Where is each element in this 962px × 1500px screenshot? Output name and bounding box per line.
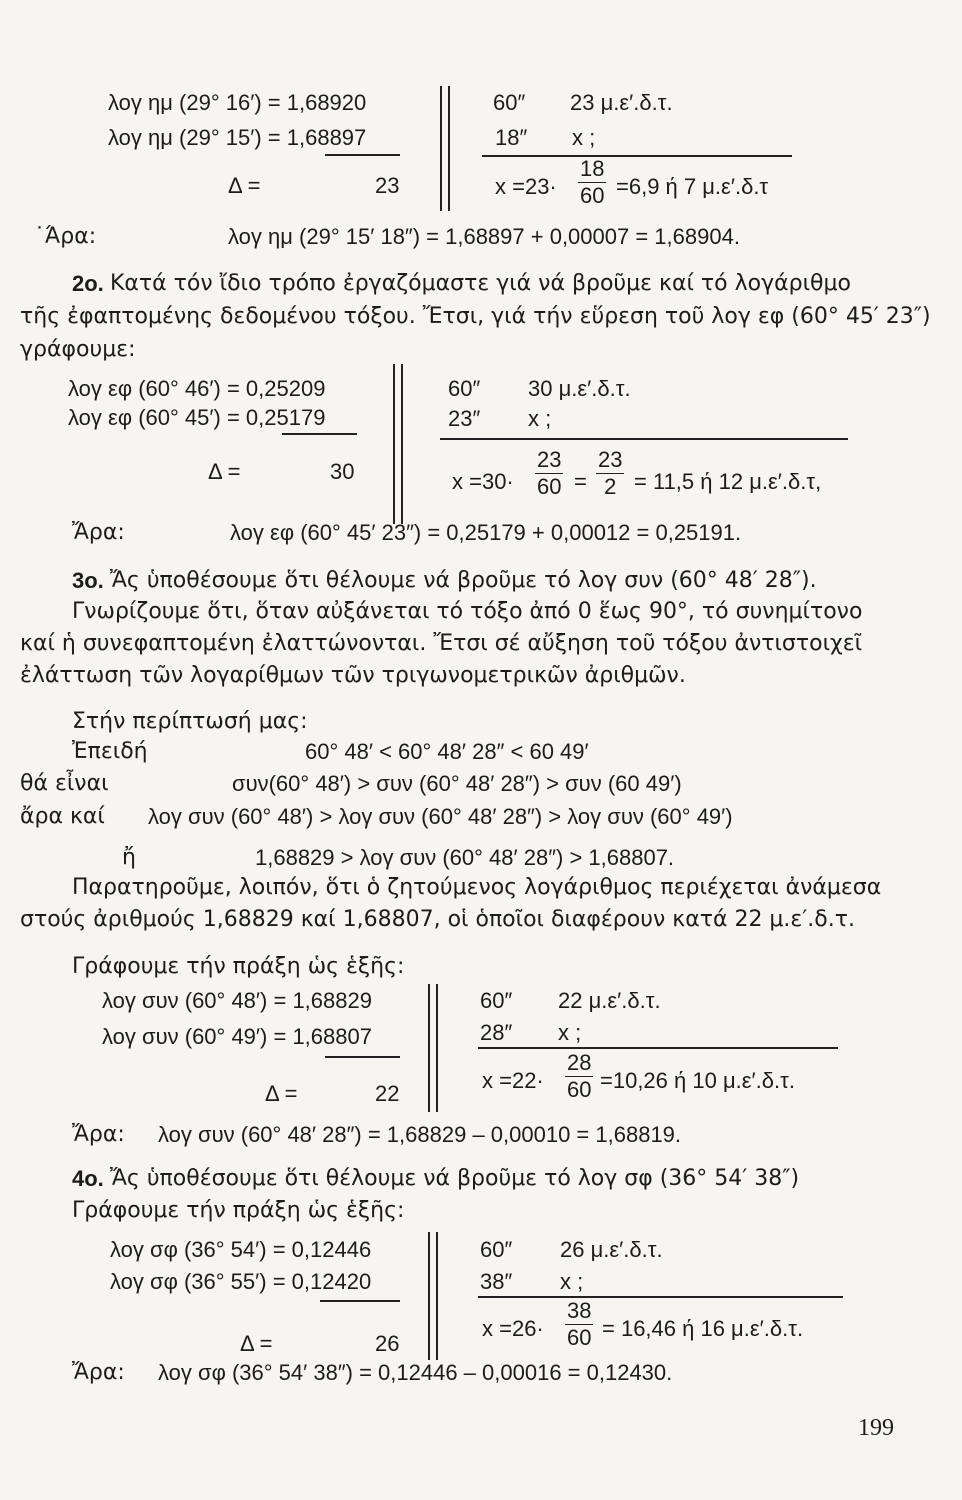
sec3-fraction-numerator: 28: [567, 1050, 592, 1075]
sec2-prop-r2-b: x ;: [528, 406, 552, 431]
sec3-prop-rule: [478, 1047, 838, 1049]
sec4-log-line-2-value: 0,12420: [291, 1269, 372, 1294]
sec1-fraction: [578, 158, 606, 207]
sec4-log-line-2: [110, 1271, 371, 1293]
sec2-fraction-2-denominator: 2: [604, 474, 617, 499]
sec2-log-line-2-value: 0,25179: [245, 405, 326, 430]
sec2-result: λογ εφ (60° 45′ 23″) = 0,25179 + 0,00012 = 0,25191.: [230, 520, 742, 545]
sec3-fraction: [565, 1052, 593, 1101]
sec3-prop-x-rhs: =10,26 ή 10 μ.ε′.δ.τ.: [600, 1068, 795, 1093]
sec2-fraction-2: [596, 449, 624, 498]
sec3-heading: 3ο.: [72, 568, 104, 593]
sec3-or-inequality: 1,68829 > λογ συν (60° 48′ 28″) > 1,68807.: [255, 845, 675, 870]
sec2-fraction-2-numerator: 23: [598, 447, 623, 472]
sec2-divider-right: [401, 364, 403, 524]
sec4-prop-x-lhs: x =26·: [482, 1316, 544, 1341]
sec2-prop-r1-b: 30 μ.ε′.δ.τ.: [528, 376, 631, 401]
sec2-prop-x-rhs: = 11,5 ή 12 μ.ε′.δ.τ,: [634, 469, 822, 494]
sec4-paragraph-line-1: Ἄς ὑποθέσουμε ὅτι θέλουμε νά βροῦμε τό λογ σφ (36° 54′ 38″): [110, 1166, 800, 1191]
page-number: 199: [858, 1415, 894, 1441]
sec2-prop-equals: =: [574, 469, 587, 494]
sec3-prop-x-lhs: x =22·: [482, 1068, 544, 1093]
sec1-log-line-2-value: 1,68897: [286, 125, 367, 150]
sec4-fraction-numerator: 38: [567, 1298, 592, 1323]
sec3-paragraph-line-2: Γνωρίζουμε ὅτι, ὅταν αὐξάνεται τό τόξο ἀπό 0 ἕως 90°, τό συνημίτονο: [72, 599, 863, 624]
sec1-prop-r2-a: 18″: [495, 125, 528, 150]
sec3-paragraph-line-3: καί ἡ συνεφαπτομένη ἐλαττώνονται. Ἔτσι σέ αὔξηση τοῦ τόξου ἀντιστοιχεῖ: [20, 631, 863, 656]
sec4-prop-r2-a: 38″: [480, 1269, 513, 1294]
sec3-result-label: Ἄρα:: [72, 1122, 125, 1147]
sec1-prop-r1-b: 23 μ.ε′.δ.τ.: [570, 90, 673, 115]
sec4-calc-rule: [320, 1300, 400, 1302]
sec3-therefore-inequality: λογ συν (60° 48′) > λογ συν (60° 48′ 28″) > λογ συν (60° 49′): [148, 804, 733, 829]
sec4-delta-label: Δ =: [240, 1331, 273, 1356]
sec3-since-label: Ἐπειδή: [72, 739, 148, 764]
sec3-log-line-2-label: λογ συν (60° 49′) =: [102, 1024, 293, 1049]
sec2-fraction-1-numerator: 23: [537, 447, 562, 472]
sec3-delta-value: 22: [375, 1081, 400, 1106]
sec4-prop-rule: [478, 1296, 843, 1298]
sec3-will-be-inequality: συν(60° 48′) > συν (60° 48′ 28″) > συν (60 49′): [232, 771, 682, 796]
sec1-prop-rule: [482, 155, 792, 157]
sec3-prop-r1-b: 22 μ.ε′.δ.τ.: [558, 988, 661, 1013]
sec3-prop-r2-a: 28″: [480, 1020, 513, 1045]
sec1-result: λογ ημ (29° 15′ 18″) = 1,68897 + 0,00007 = 1,68904.: [228, 224, 740, 249]
sec3-will-be-label: θά εἶναι: [20, 771, 109, 796]
sec4-fraction-denominator: 60: [567, 1325, 592, 1350]
sec4-prop-r1-a: 60″: [480, 1237, 513, 1262]
sec1-result-label: ˙Άρα:: [34, 224, 97, 249]
sec4-log-line-1: λογ σφ (36° 54′) = 0,12446: [110, 1237, 372, 1262]
sec2-paragraph-line-1: Κατά τόν ἴδιο τρόπο ἐργαζόμαστε γιά νά βροῦμε καί τό λογάριθμο: [110, 271, 851, 296]
sec1-prop-r2-b: x ;: [572, 125, 596, 150]
sec4-write-intro: Γράφουμε τήν πράξη ὡς ἑξῆς:: [72, 1198, 405, 1223]
sec2-calc-rule: [282, 433, 357, 435]
sec4-divider-left: [428, 1232, 430, 1360]
sec4-divider-right: [436, 1232, 438, 1360]
sec3-paragraph-line-4: ἐλάττωση τῶν λογαρίθμων τῶν τριγωνομετρικῶν ἀριθμῶν.: [20, 663, 686, 688]
sec1-divider-left: [440, 86, 442, 211]
sec4-prop-r2-b: x ;: [560, 1269, 584, 1294]
sec3-log-line-2: [102, 1026, 372, 1048]
sec3-therefore-label: ἄρα καί: [20, 804, 105, 829]
sec2-log-line-2: [68, 407, 325, 429]
sec4-delta-value: 26: [375, 1331, 400, 1356]
sec2-prop-r1-a: 60″: [448, 376, 481, 401]
sec3-fraction-denominator: 60: [567, 1077, 592, 1102]
sec1-fraction-numerator: 18: [580, 156, 605, 181]
sec4-result: λογ σφ (36° 54′ 38″) = 0,12446 – 0,00016 = 0,12430.: [158, 1360, 673, 1385]
sec3-or-label: ἤ: [122, 845, 136, 870]
sec3-prop-r1-a: 60″: [480, 988, 513, 1013]
sec3-paragraph-line-1: Ἄς ὑποθέσουμε ὅτι θέλουμε νά βροῦμε τό λογ συν (60° 48′ 28″).: [110, 568, 817, 593]
sec1-fraction-denominator: 60: [580, 183, 605, 208]
sec1-log-line-1: λογ ημ (29° 16′) = 1,68920: [108, 90, 367, 115]
sec2-result-label: Ἄρα:: [72, 520, 125, 545]
sec2-log-line-1: λογ εφ (60° 46′) = 0,25209: [68, 376, 326, 401]
sec1-log-line-2: [108, 127, 366, 149]
sec2-delta-label: Δ =: [208, 459, 241, 484]
sec2-prop-x-lhs: x =30·: [452, 469, 514, 494]
sec3-prop-r2-b: x ;: [558, 1020, 582, 1045]
sec2-prop-r2-a: 23″: [448, 406, 481, 431]
sec1-delta-value: 23: [375, 173, 400, 198]
sec2-paragraph-line-2: τῆς ἐφαπτομένης δεδομένου τόξου. Ἔτσι, γιά τήν εὕρεση τοῦ λογ εφ (60° 45′ 23″): [20, 304, 931, 329]
sec3-divider-right: [436, 984, 438, 1112]
sec3-write-intro: Γράφουμε τήν πράξη ὡς ἑξῆς:: [72, 954, 405, 979]
sec2-log-line-2-label: λογ εφ (60° 45′) =: [68, 405, 246, 430]
sec3-since-inequality: 60° 48′ < 60° 48′ 28″ < 60 49′: [305, 739, 589, 764]
sec1-delta-label: Δ =: [228, 173, 261, 198]
sec2-delta-value: 30: [330, 459, 355, 484]
sec3-divider-left: [428, 984, 430, 1112]
sec2-fraction-1: [535, 449, 563, 498]
sec4-result-label: Ἄρα:: [72, 1360, 125, 1385]
sec1-calc-rule: [325, 154, 400, 156]
sec3-observation-line-2: στούς ἀριθμούς 1,68829 καί 1,68807, οἱ ὁποῖοι διαφέρουν κατά 22 μ.ε′.δ.τ.: [20, 907, 855, 932]
sec4-heading: 4ο.: [72, 1166, 104, 1191]
sec2-divider-left: [393, 364, 395, 524]
sec3-log-line-2-value: 1,68807: [292, 1024, 372, 1049]
sec1-divider-right: [448, 86, 450, 211]
sec2-heading: 2ο.: [72, 271, 104, 296]
sec4-log-line-2-label: λογ σφ (36° 55′) =: [110, 1269, 292, 1294]
sec4-prop-x-rhs: = 16,46 ή 16 μ.ε′.δ.τ.: [602, 1316, 804, 1341]
sec3-result: λογ συν (60° 48′ 28″) = 1,68829 – 0,00010 = 1,68819.: [158, 1122, 682, 1147]
sec1-prop-x-rhs: =6,9 ή 7 μ.ε′.δ.τ: [616, 174, 769, 199]
sec4-prop-r1-b: 26 μ.ε′.δ.τ.: [560, 1237, 663, 1262]
sec2-fraction-1-denominator: 60: [537, 474, 562, 499]
sec3-observation-line-1: Παρατηροῦμε, λοιπόν, ὅτι ὁ ζητούμενος λογάριθμος περιέχεται ἀνάμεσα: [72, 875, 882, 900]
sec3-calc-rule: [325, 1056, 400, 1058]
sec2-prop-rule: [440, 438, 848, 440]
sec4-fraction: [565, 1300, 593, 1349]
sec2-paragraph-line-3: γράφουμε:: [20, 337, 136, 362]
sec1-prop-x-lhs: x =23·: [495, 174, 557, 199]
sec3-delta-label: Δ =: [265, 1081, 298, 1106]
sec1-prop-r1-a: 60″: [493, 90, 526, 115]
sec3-case-intro: Στήν περίπτωσή μας:: [72, 709, 308, 734]
sec1-log-line-2-label: λογ ημ (29° 15′) =: [108, 125, 287, 150]
sec3-log-line-1: λογ συν (60° 48′) = 1,68829: [102, 988, 372, 1013]
